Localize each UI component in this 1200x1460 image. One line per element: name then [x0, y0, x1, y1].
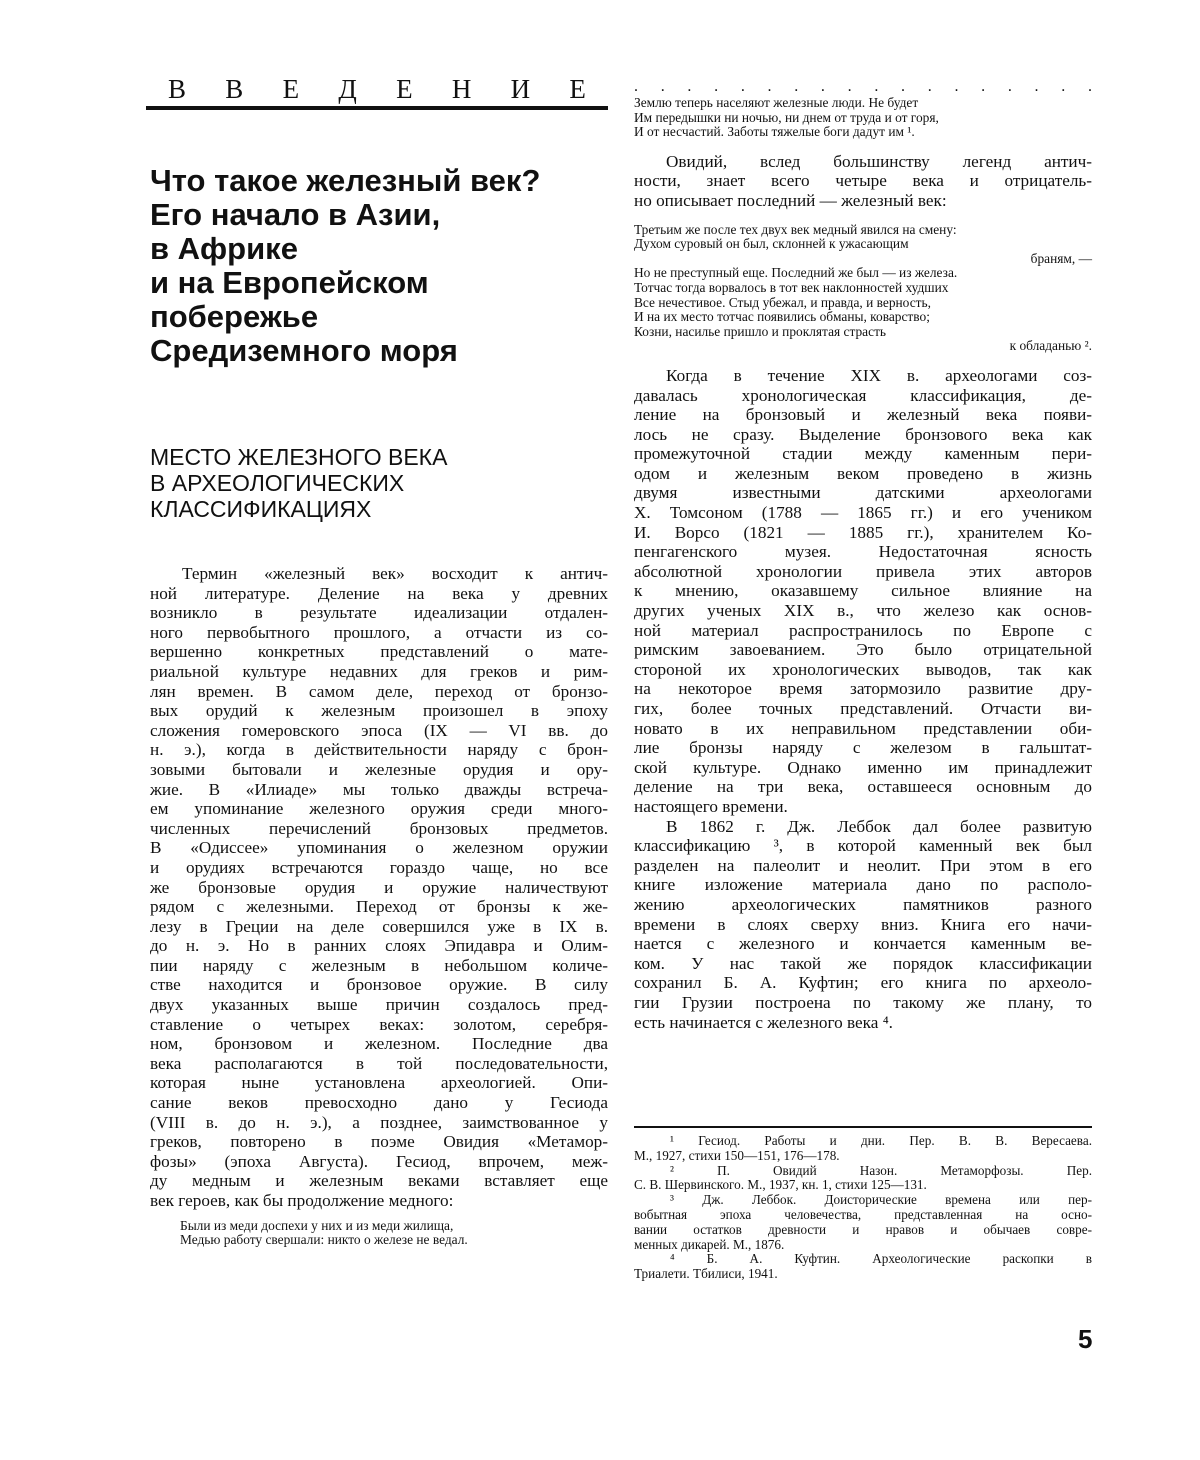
verse-line: Тотчас тогда ворвалось в тот век наклонностей худших [634, 279, 949, 295]
paragraph-line: но описывает последний — железный век: [634, 190, 947, 210]
paragraph-line: В 1862 г. Дж. Леббок дал более развитую [666, 816, 1092, 836]
paragraph-line: греков, повторено в поэме Овидия «Метамор- [150, 1132, 608, 1152]
paragraph-line: жению археологических памятников разного [634, 894, 1092, 914]
ellipsis-dots: . . . . . . . . . . . . . . . . . . [634, 78, 1092, 95]
paragraph-line: гих, более точных представлений. Отчасти ви- [634, 699, 1092, 718]
paragraph-line: Овидий, вслед большинству легенд антич- [666, 151, 1092, 171]
paragraph-line: лие бронзы наряду с железом в гальштат- [634, 738, 1092, 758]
section-header [146, 74, 608, 110]
ovid-intro-paragraph [634, 152, 1092, 211]
paragraph-line: века располагаются в той последовательности, [150, 1053, 608, 1073]
paragraph-line: давалась хронологическая классификация, де- [634, 385, 1092, 405]
paragraph-line: лезу в Греции на деле совершился уже в IX в. [150, 916, 608, 936]
hesiod-verse-continued [634, 96, 1092, 140]
paragraph-line: ской культуре. Однако именно им принадлежит [634, 757, 1092, 777]
verse-line: браням, — [1030, 250, 1092, 266]
paragraph-line: стве находится и бронзовое оружие. В силу [150, 975, 608, 995]
subsection-title-line: МЕСТО ЖЕЛЕЗНОГО ВЕКА [150, 444, 448, 470]
paragraph-line: одом и железным веком проведено в жизнь [634, 463, 1092, 483]
footnote-line: Триалети. Тбилиси, 1941. [634, 1266, 778, 1282]
paragraph-line: новато в их неправильном представлении оби- [634, 718, 1092, 738]
ovid-verse-quote [634, 223, 1092, 354]
paragraph-line: жие. В «Илиаде» мы только дважды встреча- [150, 779, 608, 799]
paragraph-line: сание веков превосходно дано у Гесиода [150, 1093, 608, 1113]
chapter-title-line: Средиземного моря [150, 333, 458, 368]
paragraph-line: ном, бронзовом и железном. Последние два [150, 1034, 608, 1054]
paragraph-line: ной материал распространилось по Европе с [634, 620, 1092, 640]
paragraph-line: абсолютной хронологии привела этих авторов [634, 561, 1092, 581]
paragraph-line: И. Ворсо (1821 — 1885 гг.), хранителем Ко- [634, 522, 1092, 542]
verse-line: Им передышки ни ночью, ни днем от труда и от горя, [634, 109, 939, 125]
paragraph-line: ной литературе. Деление на века у древних [150, 583, 608, 603]
chapter-title-line: побережье [150, 299, 319, 334]
section-letter: Е [282, 74, 300, 104]
paragraph-line: до н. э. Но в ранних слоях Эпидавра и Олим- [150, 936, 608, 956]
footnotes [634, 1134, 1092, 1282]
paragraph-line: двух указанных выше причин создалось пред- [150, 995, 608, 1015]
paragraph-line: возникло в результате идеализации отдален- [150, 603, 608, 623]
footnote-rule [634, 1126, 1092, 1128]
lubbock-paragraph [634, 817, 1092, 1033]
verse-line: И на их место тотчас появились обманы, коварство; [634, 309, 930, 325]
section-letter: Н [451, 74, 472, 104]
paragraph-line: риальной культуре недавних для греков и рим- [150, 661, 608, 681]
verse-line: Были из меди доспехи у них и из меди жилища, [180, 1217, 454, 1233]
chapter-title-line: Его начало в Азии, [150, 197, 441, 232]
paragraph-line: численных перечислений бронзовых предметов. [150, 818, 608, 838]
paragraph-line: рядом с железными. Переход от бронзы к же- [150, 897, 608, 917]
section-letter: И [510, 74, 531, 104]
footnote [634, 1252, 1092, 1282]
paragraph-line: лось не сразу. Выделение бронзового века как [634, 424, 1092, 444]
hesiod-verse-quote [150, 1219, 608, 1248]
verse-line: Козни, насилье пришло и проклятая страсть [634, 323, 887, 339]
paragraph-line: вершенно конкретных представлений о мате- [150, 642, 608, 662]
footnote-line: С. В. Шервинского. М., 1937, кн. 1, стихи 125—131. [634, 1177, 927, 1193]
paragraph-line: ление на бронзовый и железный века появи- [634, 405, 1092, 425]
paragraph-line: гии Грузии построена по такому же плану, то [634, 992, 1092, 1012]
footnote-line: менных дикарей. М., 1876. [634, 1236, 785, 1252]
verse-line: Духом суровый он был, склонней к ужасающим [634, 236, 909, 252]
verse-line: Третьим же после тех двух век медный явился на смену: [634, 221, 957, 237]
subsection-title-line: КЛАССИФИКАЦИЯХ [150, 496, 372, 522]
paragraph-line: Когда в течение XIX в. археологами соз- [666, 365, 1092, 385]
paragraph-line: В «Одиссее» упоминания о железном оружии [150, 838, 608, 858]
paragraph-line: вых орудий к железным произошел в эпоху [150, 701, 608, 721]
footnote-line: ³ Дж. Леббок. Доисторические времена или пер- [670, 1192, 1092, 1208]
paragraph-line: фозы» (эпоха Августа). Гесиод, впрочем, меж- [150, 1151, 608, 1171]
paragraph-line: пенгагенского музея. Недостаточная ясность [634, 542, 1092, 562]
paragraph-line: ком. У нас такой же порядок классификации [634, 953, 1092, 973]
paragraph-line: деление на три века, оставшееся основным до [634, 777, 1092, 797]
footnote-line: М., 1927, стихи 150—151, 176—178. [634, 1147, 840, 1163]
paragraph-line: других ученых XIX в., что железо как основ- [634, 601, 1092, 621]
paragraph-line: на некоторое время затормозило развитие дру- [634, 679, 1092, 699]
left-paragraph [150, 564, 608, 1211]
paragraph-line: ности, знает всего четыре века и отрицатель- [634, 171, 1092, 191]
verse-line: Но не преступный еще. Последний же был — из железа. [634, 265, 958, 281]
paragraph-line: книге изложение материала дано по располо- [634, 875, 1092, 895]
section-letter: В [168, 74, 187, 104]
paragraph-line: ного первобытного прошлого, а отчасти из со- [150, 622, 608, 642]
right-column [634, 96, 1092, 1032]
verse-line: Все нечестивое. Стыд убежал, и правда, и верность, [634, 294, 931, 310]
section-letter: Д [338, 74, 357, 104]
paragraph-line: стороной их хронологических выводов, так как [634, 659, 1092, 679]
paragraph-line: Термин «железный век» восходит к антич- [182, 564, 608, 583]
footnote [634, 1134, 1092, 1164]
paragraph-line: к мнению, оказавшему сильное влияние на [634, 581, 1092, 601]
paragraph-line: X. Томсоном (1788 — 1865 гг.) и его учеником [634, 503, 1092, 523]
paragraph-line: сохранил Б. А. Куфтин; его книга по археоло- [634, 973, 1092, 993]
page-number: 5 [1078, 1324, 1093, 1354]
paragraph-line: которая ныне установлена археологией. Опи- [150, 1073, 608, 1093]
verse-line: Медью работу свершали: никто о железе не ведал. [180, 1232, 468, 1248]
paragraph-line: двумя известными датскими археологами [634, 483, 1092, 503]
paragraph-line: настоящего времени. [634, 796, 788, 816]
paragraph-line: ставление о четырех веках: золотом, серебря- [150, 1014, 608, 1034]
paragraph-line: промежуточной стадии между каменным пери- [634, 444, 1092, 464]
paragraph-line: ем упоминание железного оружия среди много- [150, 799, 608, 819]
subsection-title [150, 444, 610, 522]
section-letter: Е [396, 74, 413, 104]
subsection-title-line: В АРХЕОЛОГИЧЕСКИХ [150, 470, 405, 496]
verse-line: И от несчастий. Заботы тяжелые боги дадут им ¹. [634, 124, 915, 140]
classification-paragraph [634, 366, 1092, 817]
left-column [150, 564, 608, 1248]
paragraph-line: ду медным и железным веками вставляет еще [150, 1171, 608, 1191]
paragraph-line: нается с железного и кончается каменным ве- [634, 934, 1092, 954]
footnote-line: ¹ Гесиод. Работы и дни. Пер. В. В. Вересаева. [670, 1133, 1092, 1148]
footnote [634, 1164, 1092, 1194]
paragraph-line: (VIII в. до н. э.), а позднее, заимствованное у [150, 1112, 608, 1132]
paragraph-line: зовыми бытовали и железные орудия и ору- [150, 759, 608, 779]
paragraph-line: разделен на палеолит и неолит. При этом в его [634, 855, 1092, 875]
paragraph-line: же бронзовые орудия и оружие наличествуют [150, 877, 608, 897]
section-letter: Е [569, 74, 586, 104]
paragraph-line: и орудиях встречаются гораздо чаще, но все [150, 857, 608, 877]
paragraph-line: римским завоеванием. Это было отрицательной [634, 640, 1092, 660]
paragraph-line: лян времен. В самом деле, переход от бронзо- [150, 681, 608, 701]
paragraph-line: н. э.), когда в действительности наряду с брон- [150, 740, 608, 760]
paragraph-line: времени в слоях сверху вниз. Книга его начи- [634, 914, 1092, 934]
paragraph-line: сложения гомеровского эпоса (IX — VI вв. до [150, 720, 608, 740]
paragraph-line: пии наряду с железным в небольшом количе- [150, 955, 608, 975]
section-header-rule [146, 106, 608, 110]
footnote-line: ⁴ Б. А. Куфтин. Археологические раскопки в [670, 1251, 1092, 1267]
section-letter: В [225, 74, 244, 104]
chapter-title [150, 164, 610, 368]
verse-line: к обладанью ². [1009, 338, 1092, 354]
paragraph-line: классификацию ³, в которой каменный век был [634, 836, 1092, 856]
section-title-introduction [146, 74, 608, 104]
verse-line: Землю теперь населяют железные люди. Не будет [634, 95, 919, 110]
footnote-line: вобытная эпоха человечества, представленная на осно- [634, 1206, 1092, 1222]
chapter-title-line: и на Европейском [150, 265, 429, 300]
footnote-line: ² П. Овидий Назон. Метаморфозы. Пер. [670, 1162, 1092, 1178]
chapter-title-line: в Африке [150, 231, 298, 266]
footnote-line: вании остатков древности и нравов и обычаев совре- [634, 1221, 1092, 1237]
paragraph-line: есть начинается с железного века ⁴. [634, 1012, 893, 1032]
paragraph-line: век героев, как бы продолжение медного: [150, 1191, 454, 1210]
chapter-title-line: Что такое железный век? [150, 163, 541, 198]
footnote [634, 1193, 1092, 1252]
